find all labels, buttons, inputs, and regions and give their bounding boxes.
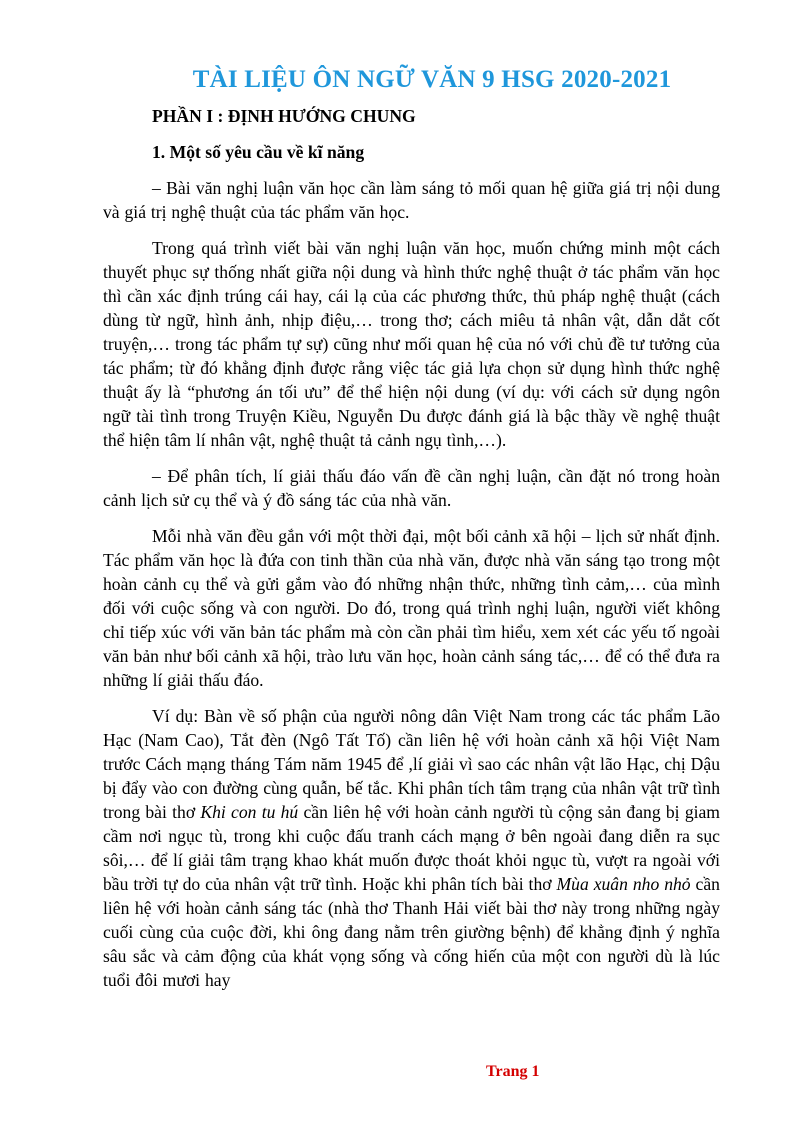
section-heading: 1. Một số yêu cầu về kĩ năng — [152, 142, 365, 162]
part-heading: PHẦN I : ĐỊNH HƯỚNG CHUNG — [152, 106, 416, 126]
poem-title-khi-con-tu-hu: Khi con tu hú — [200, 802, 299, 822]
paragraph-2: Trong quá trình viết bài văn nghị luận văn học, muốn chứng minh một cách thuyết phục sự thống nhất giữa nội dung và hình thức nghệ thuật ở tác phẩm văn học thì cần xác định trúng cái hay, cái lạ của các phương thức, thủ pháp nghệ thuật (cách dùng từ ngữ, hình ảnh, nhịp điệu,… trong thơ; cách miêu tả nhân vật, dẫn dắt cốt truyện,… trong tác phẩm tự sự) cũng như mối quan hệ của nó với chủ đề tư tưởng của tác phẩm; từ đó khẳng định được rằng việc tác giả lựa chọn sử dụng hình thức nghệ thuật ấy là “phương án tối ưu” để thể hiện nội dung (ví dụ: với cách sử dụng ngôn ngữ tài tình trong Truyện Kiều, Nguyễn Du được đánh giá là bậc thầy về nghệ thuật thể hiện tâm lí nhân vật, nghệ thuật tả cảnh ngụ tình,…). — [103, 238, 720, 450]
paragraph-5-text-e: cần liên hệ với hoàn cảnh sáng tác (nhà thơ Thanh Hải viết bài thơ này trong những ngày cuối cùng của cuộc đời, khi ông đang nằm trên giường bệnh) để khẳng định ý nghĩa sâu sắc và cảm động của khát vọng sống và cống hiến của một con người dù là lúc tuổi đôi mươi hay — [103, 874, 720, 990]
paragraph-4: Mỗi nhà văn đều gắn với một thời đại, một bối cảnh xã hội – lịch sử nhất định. Tác phẩm văn học là đứa con tinh thần của nhà văn, được nhà văn sáng tạo trong một hoàn cảnh cụ thể và gửi gắm vào đó những nhận thức, những tình cảm,… của mình đối với cuộc sống và con người. Do đó, trong quá trình nghị luận, người viết không chỉ tiếp xúc với văn bản tác phẩm mà còn cần phải tìm hiểu, xem xét các yếu tố ngoài văn bản như bối cảnh xã hội, trào lưu văn học, hoàn cảnh sáng tác,… để có thể đưa ra những lí giải thấu đáo. — [103, 526, 720, 690]
document-body — [103, 104, 720, 1004]
poem-title-mua-xuan-nho-nho: Mùa xuân nho nhỏ — [556, 874, 691, 894]
paragraph-1: – Bài văn nghị luận văn học cần làm sáng tỏ mối quan hệ giữa giá trị nội dung và giá trị nghệ thuật của tác phẩm văn học. — [103, 178, 720, 222]
paragraph-5 — [103, 704, 720, 992]
paragraph-3: – Để phân tích, lí giải thấu đáo vấn đề cần nghị luận, cần đặt nó trong hoàn cảnh lịch sử cụ thể và ý đồ sáng tác của nhà văn. — [103, 466, 720, 510]
paragraph-5-text-c: cần liên hệ với hoàn cảnh người tù cộng sản đang bị giam cầm nơi ngục tù, trong khi cuộc đấu tranh cách mạng ở bên ngoài đang diễn ra sục sôi,… để lí giải tâm trạng khao khát muốn được thoát khỏi ngục tù, vượt ra ngoài với bầu trời tự do của nhân vật trữ tình. Hoặc khi phân tích bài thơ — [103, 802, 720, 894]
document-title: TÀI LIỆU ÔN NGỮ VĂN 9 HSG 2020-2021 — [192, 66, 672, 93]
paragraph-5-text-a: Ví dụ: Bàn về số phận của người nông dân Việt Nam trong các tác phẩm Lão Hạc (Nam Cao), Tắt đèn (Ngô Tất Tố) cần liên hệ với hoàn cảnh xã hội Việt Nam trước Cách mạng tháng Tám năm 1945 để ,lí giải vì sao các nhân vật lão Hạc, chị Dậu bị đẩy vào con đường cùng quẫn, bế tắc. Khi phân tích tâm trạng của nhân vật trữ tình trong bài thơ — [103, 706, 720, 822]
page-number: Trang 1 — [486, 1063, 540, 1080]
